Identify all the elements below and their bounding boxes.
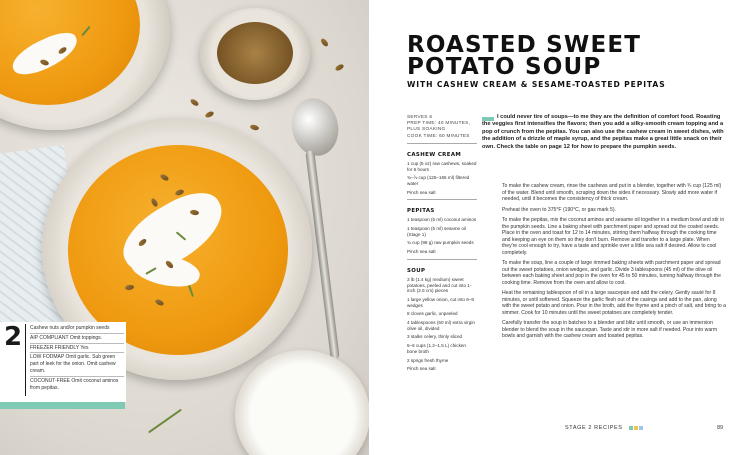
- section-heading-cashew-cream: CASHEW CREAM: [407, 151, 462, 158]
- stage-number: 2: [4, 322, 23, 352]
- method-step: Preheat the oven to 375°F (190°C, or gas mark 5).: [502, 206, 616, 213]
- ingredient: Pinch sea salt: [407, 189, 436, 195]
- method-steps: [502, 183, 726, 344]
- pepita-seed: [320, 37, 330, 47]
- ingredient: 4 tablespoons (60 ml) extra virgin olive oil, divided: [407, 320, 475, 331]
- stage-marker-icon: [634, 426, 638, 430]
- dietary-info-box: [0, 322, 126, 402]
- serves: SERVES 6: [407, 114, 433, 119]
- footer-label: STAGE 2 RECIPES: [565, 425, 623, 431]
- ingredient: Pinch sea salt: [407, 366, 436, 372]
- pepita-seed: [204, 110, 214, 118]
- note-separator: [30, 352, 124, 353]
- ingredient: 8 cloves garlic, unpeeled: [407, 311, 458, 317]
- recipe-title-line-2: POTATO SOUP: [407, 54, 602, 80]
- prep-time: PREP TIME: 40 MINUTES, PLUS SOAKING: [407, 120, 471, 132]
- pepita-seed: [189, 98, 199, 107]
- ingredients-column: [407, 114, 477, 375]
- cook-time: COOK TIME: 60 MINUTES: [407, 132, 470, 138]
- allergen-note: Cashew nuts and/or pumpkin seeds: [30, 325, 110, 331]
- divider: [407, 143, 477, 144]
- ingredient: 2 sprigs fresh thyme: [407, 357, 449, 363]
- stage-divider: [25, 324, 26, 396]
- low-fodmap-note: LOW FODMAP Omit garlic. Sub green part of leek for the onion. Omit cashew cream.: [30, 354, 116, 374]
- ingredient: 1 teaspoon (5 ml) sesame oil (Stage 1): [407, 226, 466, 237]
- cream-dish: [235, 350, 369, 455]
- method-step: To make the pepitas, mix the coconut aminos and sesame oil together in a medium bowl and stir in the pumpkin seeds. Line a baking sheet with parchment paper and spread out the coated seeds. Place in the oven and toast for 12 to 14 minutes, stirring them halfway through the cooking time and keeping an eye on them so they don't burn. Remove and transfer to a large plate. When they're cool enough to try, have a taste and sprinkle over a little sea salt if desired. Allow to cool completely.: [502, 217, 725, 256]
- section-heading-pepitas: PEPITAS: [407, 208, 435, 215]
- stage-marker-icon: [629, 426, 633, 430]
- note-separator: [30, 376, 124, 377]
- freezer-note: FREEZER FRIENDLY Yes: [30, 344, 89, 351]
- note-separator: [30, 333, 124, 334]
- page-number: 89: [717, 425, 724, 431]
- divider: [407, 199, 477, 200]
- recipe-title-line-1: ROASTED SWEET: [407, 32, 642, 58]
- ingredient: ¾–⅞ cup (125–165 ml) filtered water: [407, 175, 470, 186]
- pepita-seed: [334, 63, 344, 72]
- method-step: To make the soup, line a couple of large rimmed baking sheets with parchment paper and spread out the sweet potatoes, onion wedges, and garlic. Divide 3 tablespoons (45 ml) of the olive oil between each baking sheet and pop in the oven for 45 to 50 minutes, turning halfway through the cooking time. Remove from the oven and allow to cool.: [502, 260, 721, 286]
- spoon: [286, 94, 343, 160]
- method-step: Carefully transfer the soup in batches to a blender and blitz until smooth, or use an immersion blender to blend the soup in the saucepan. Taste and stir in more salt if needed. Pour into warm bowls and garnish with the cashew cream and toasted pepitas.: [502, 320, 718, 339]
- dietary-notes: [30, 325, 124, 391]
- recipe-page: [369, 0, 738, 455]
- ingredient: 1 cup (5 oz) raw cashews, soaked for 6 hours: [407, 160, 477, 172]
- thyme-sprig: [148, 409, 182, 434]
- ingredient: 3 lb (1.4 kg) medium) sweet potatoes, peeled and cut into 1-inch (2.5 cm) pieces: [407, 276, 472, 294]
- stage-marker-icon: [639, 426, 643, 430]
- coconut-free-note: COCONUT-FREE Omit coconut aminos from pepitas.: [30, 377, 119, 391]
- method-step: To make the cashew cream, rinse the cashews and put in a blender, together with ¾ cup (125 ml) of the water. Blend until smooth, scraping down the sides if necessary. Slowly add more water if needed, until it becomes the consistency of thick cream.: [502, 183, 722, 202]
- divider: [407, 259, 477, 260]
- ingredient: Pinch sea salt: [407, 249, 436, 255]
- recipe-subtitle: WITH CASHEW CREAM & SESAME-TOASTED PEPITAS: [407, 80, 666, 89]
- section-heading-soup: SOUP: [407, 267, 426, 274]
- ingredient: 3 stalks celery, thinly sliced: [407, 334, 463, 340]
- method-step: Heat the remaining tablespoon of oil in a large saucepan and add the celery. Gently sauté for 8 minutes, or until softened. Squeeze the garlic flesh out of the casings and add to the pan, along with the sweet potato and onion. Pour in the broth, add the thyme and a pinch of salt, and bring to a simmer. Cook for 10 minutes until the sweet potatoes are completely tender.: [502, 290, 726, 316]
- pepita-seed: [250, 124, 260, 131]
- ingredient: 1 large yellow onion, cut into 6–8 wedges: [407, 296, 474, 308]
- aip-note: AIP COMPLIANT Omit toppings.: [30, 334, 103, 341]
- info-box-accent-bar: [0, 402, 125, 409]
- recipe-intro: I could never tire of soups—to me they are the definition of comfort food. Roasting the veggies first intensifies the flavors; then you add a silky-smooth cream topping and a pop of crunch from the pepitas. You can also use the cashew cream in sweet dishes, with the addition of a drizzle of maple syrup, and the pepitas make a great little snack on their own. Check the table on page 12 for how to prepare the pumpkin seeds.: [482, 114, 724, 150]
- ingredient: 5–6 cups (1.2–1.5 L) chicken bone broth: [407, 343, 466, 354]
- pepitas-in-bowl: [217, 22, 293, 84]
- note-separator: [30, 343, 124, 344]
- ingredient: 1 teaspoon (5 ml) coconut aminos: [407, 217, 477, 223]
- running-footer: [565, 425, 643, 431]
- ingredient: ¾ cup (98 g) raw pumpkin seeds: [407, 240, 474, 246]
